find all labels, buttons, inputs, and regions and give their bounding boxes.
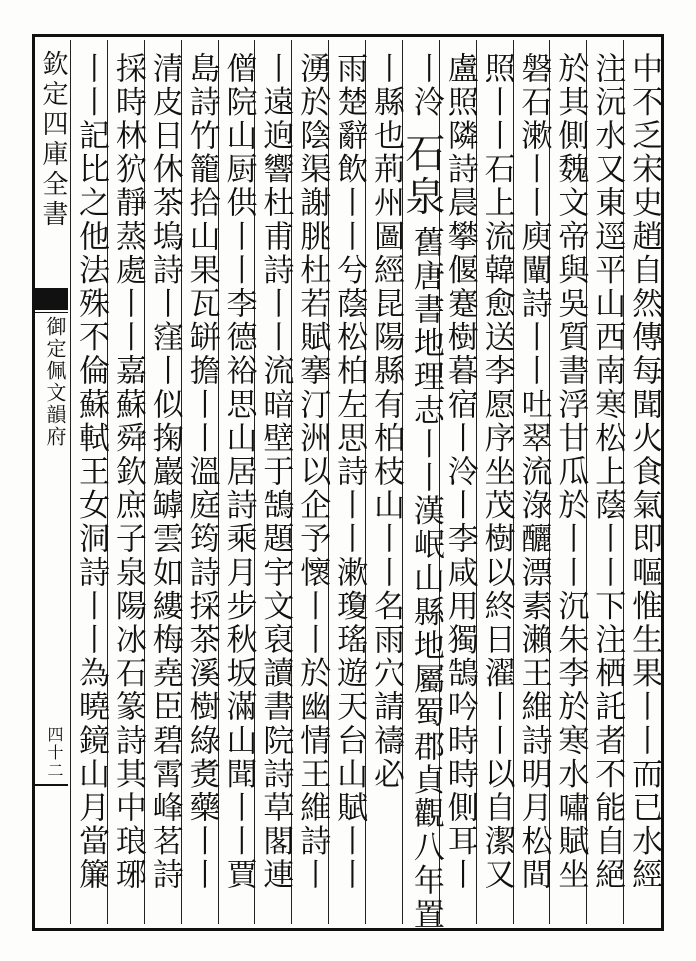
column-text: 清皮日休茶塢詩丨窪丨似掬巖罅雲如縷梅堯臣碧霄峰茗詩 <box>146 52 183 892</box>
text-column-heading <box>398 40 445 932</box>
column-text: 丨遠逈響杜甫詩丨丨流暗壁于鵠題宇文裒讀書院詩草閣連 <box>257 52 294 892</box>
column-text: 僧院山厨供丨丨李德裕思山居詩乘月步秋坂滿山聞丨丨賈 <box>220 52 257 892</box>
heading-prefix: 丨泠 <box>407 52 444 120</box>
column-text: 湧於陰渠謝朓杜若賦搴汀洲以企予懷丨丨於幽情王維詩丨 <box>294 52 331 892</box>
text-column <box>70 40 107 924</box>
text-column <box>513 40 550 924</box>
margin-title: 欽定四庫全書 <box>38 50 68 230</box>
text-column <box>549 40 589 924</box>
text-column <box>144 40 181 924</box>
column-text: 於其側魏文帝與吳質書浮甘瓜於丨丨沉朱李於寒水嘯賦坐 <box>552 52 589 892</box>
column-text: 丨丨記比之他法殊不倫蘇軾王女洞詩丨丨為曉鏡山月當簾 <box>73 52 109 892</box>
text-column <box>328 40 368 924</box>
text-column <box>218 40 255 924</box>
column-text: 雨楚辭飲丨丨兮蔭松柏左思詩丨丨漱瓊瑤遊天台山賦丨丨 <box>331 52 368 892</box>
column-text: 注沅水又東逕平山西南寒松上蔭丨丨下注栖託者不能自絕 <box>589 52 626 892</box>
text-column <box>254 40 294 924</box>
text-column <box>586 40 626 924</box>
column-text: 採時林狖靜蒸處丨丨嘉蘇舜欽庶子泉陽冰石篆詩其中琅琊 <box>109 52 146 892</box>
column-text: 丨縣也荊州圖經昆陽縣有柏枝山丨丨名雨穴請禱必 <box>368 52 404 792</box>
margin-divider <box>32 312 68 313</box>
text-column <box>107 40 144 924</box>
text-column <box>476 40 513 924</box>
column-text: 磐石漱丨丨庾闡詩丨丨吐翠流淥釃漂素瀨王維詩明月松間 <box>515 52 552 892</box>
column-text: 盧照隣詩晨攀偃蹇樹暮宿丨泠丨李咸用獨鵠吟時時側耳丨 <box>441 52 478 892</box>
text-column <box>181 40 218 924</box>
page-number: 四十二 <box>45 726 64 780</box>
text-column <box>623 40 663 924</box>
heading-text: 舊唐書地理志丨丨漢岷山縣地屬蜀郡貞觀八年置 <box>407 226 444 932</box>
entry-heading: 石泉 <box>398 132 445 219</box>
text-body <box>70 40 663 932</box>
text-column <box>291 40 331 924</box>
column-text: 中不乏宋史趙自然傳每聞火食氣即嘔惟生果丨丨而已水經 <box>626 52 663 892</box>
page-number-rule <box>32 784 68 786</box>
fish-tail-mark <box>32 288 68 310</box>
margin-book-title: 御定佩文韻府 <box>43 316 67 448</box>
column-text: 照丨丨石上流韓愈送李愿序坐茂樹以終日濯丨丨以自潔又 <box>478 52 515 892</box>
text-column <box>365 40 402 924</box>
column-text: 島詩竹籠拾山果瓦缾擔丨丨溫庭筠詩採茶溪樹綠煑藥丨丨 <box>183 52 220 892</box>
